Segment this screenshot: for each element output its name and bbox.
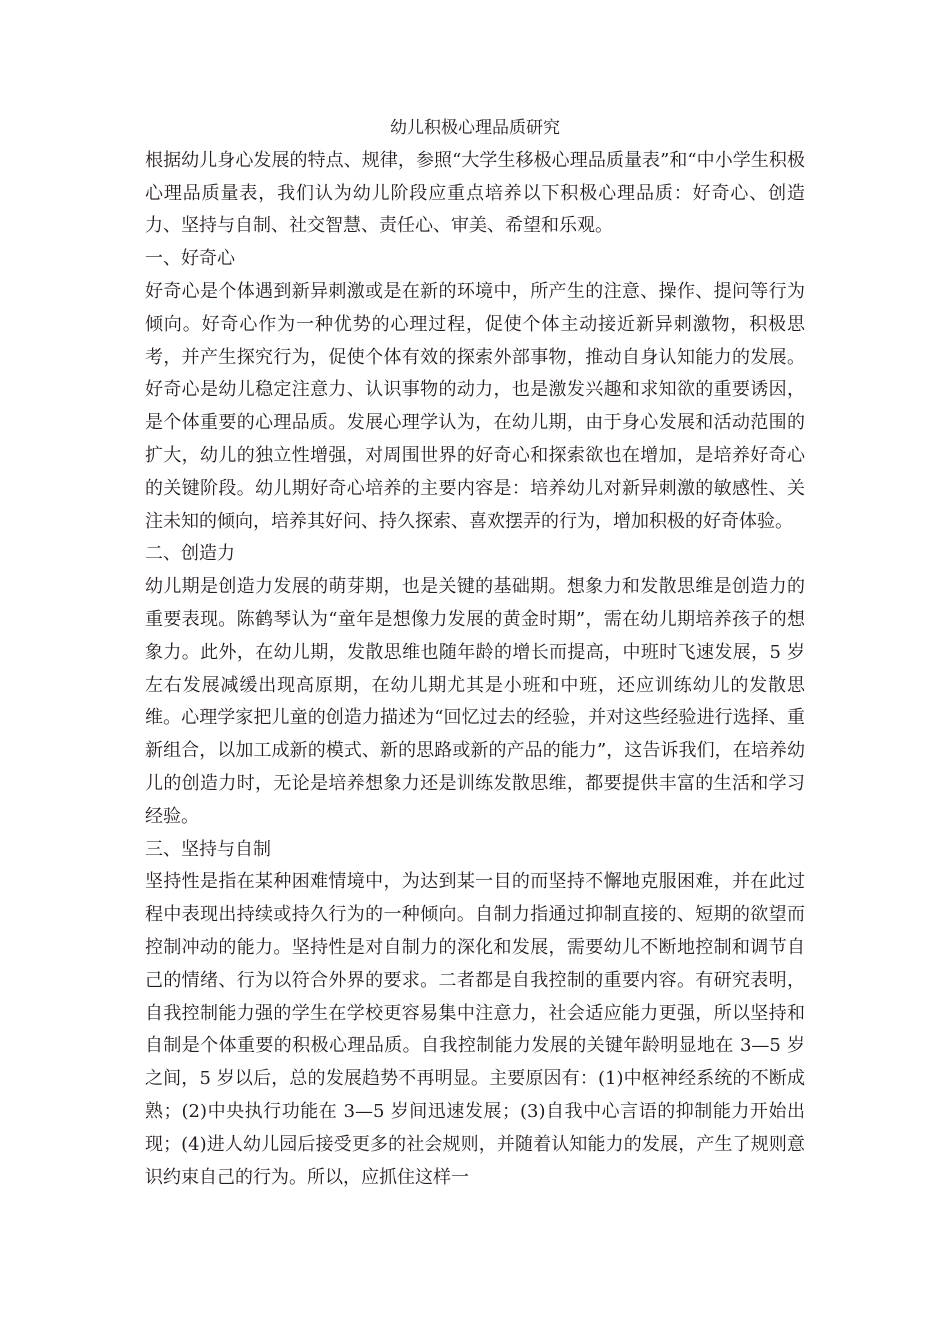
document-title: 幼儿积极心理品质研究	[390, 118, 560, 138]
section-body-persistence: 坚持性是指在某种困难情境中，为达到某一目的而坚持不懈地克服困难，并在此过程中表现出持续或持久行为的一种倾向。自制力指通过抑制直接的、短期的欲望而控制冲动的能力。坚持性是对自制力的深化和发展，需要幼儿不断地控制和调节自己的情绪、行为以符合外界的要求。二者都是自我控制的重要内容。有研究表明，自我控制能力强的学生在学校更容易集中注意力，社会适应能力更强，所以坚持和自制是个体重要的积极心理品质。自我控制能力发展的关键年龄明显地在 3—5 岁之间，5 岁以后，总的发展趋势不再明显。主要原因有：(1)中枢神经系统的不断成熟；(2)中央执行功能在 3—5 岁间迅速发展；(3)自我中心言语的抑制能力开始出现；(4)进人幼儿园后接受更多的社会规则，并随着认知能力的发展，产生了规则意识约束自己的行为。所以，应抓住这样一	[145, 871, 805, 1188]
intro-paragraph: 根据幼儿身心发展的特点、规律，参照“大学生移极心理品质量表”和“中小学生积极心理品质量表，我们认为幼儿阶段应重点培养以下积极心理品质：好奇心、创造力、坚持与自制、社交智慧、责任心、审美、希望和乐观。	[145, 149, 805, 237]
document-page	[145, 112, 805, 1194]
section-heading-curiosity: 一、好奇心	[145, 248, 235, 270]
section-body-curiosity: 好奇心是个体遇到新异刺激或是在新的环境中，所产生的注意、操作、提问等行为倾向。好奇心作为一种优势的心理过程，促使个体主动接近新异刺激物，积极思考，并产生探究行为，促使个体有效的探索外部事物，推动自身认知能力的发展。好奇心是幼儿稳定注意力、认识事物的动力，也是激发兴趣和求知欲的重要诱因，是个体重要的心理品质。发展心理学认为，在幼儿期，由于身心发展和活动范围的扩大，幼儿的独立性增强，对周围世界的好奇心和探索欲也在增加，是培养好奇心的关键阶段。幼儿期好奇心培养的主要内容是：培养幼儿对新异刺激的敏感性、关注未知的倾向，培养其好问、持久探索、喜欢摆弄的行为，增加积极的好奇体验。	[145, 280, 805, 532]
section-heading-creativity: 二、创造力	[145, 543, 235, 565]
section-body-creativity: 幼儿期是创造力发展的萌芽期，也是关键的基础期。想象力和发散思维是创造力的重要表现。陈鹤琴认为“童年是想像力发展的黄金时期”，需在幼儿期培养孩子的想象力。此外，在幼儿期，发散思维也随年龄的增长而提高，中班时飞速发展，5 岁左右发展减缓出现高原期，在幼儿期尤其是小班和中班，还应训练幼儿的发散思维。心理学家把儿童的创造力描述为“回忆过去的经验，并对这些经验进行选择、重新组合，以加工成新的模式、新的思路或新的产品的能力”，这告诉我们，在培养幼儿的创造力时，无论是培养想象力还是训练发散思维，都要提供丰富的生活和学习经验。	[145, 576, 805, 827]
section-heading-persistence: 三、坚持与自制	[145, 838, 271, 860]
